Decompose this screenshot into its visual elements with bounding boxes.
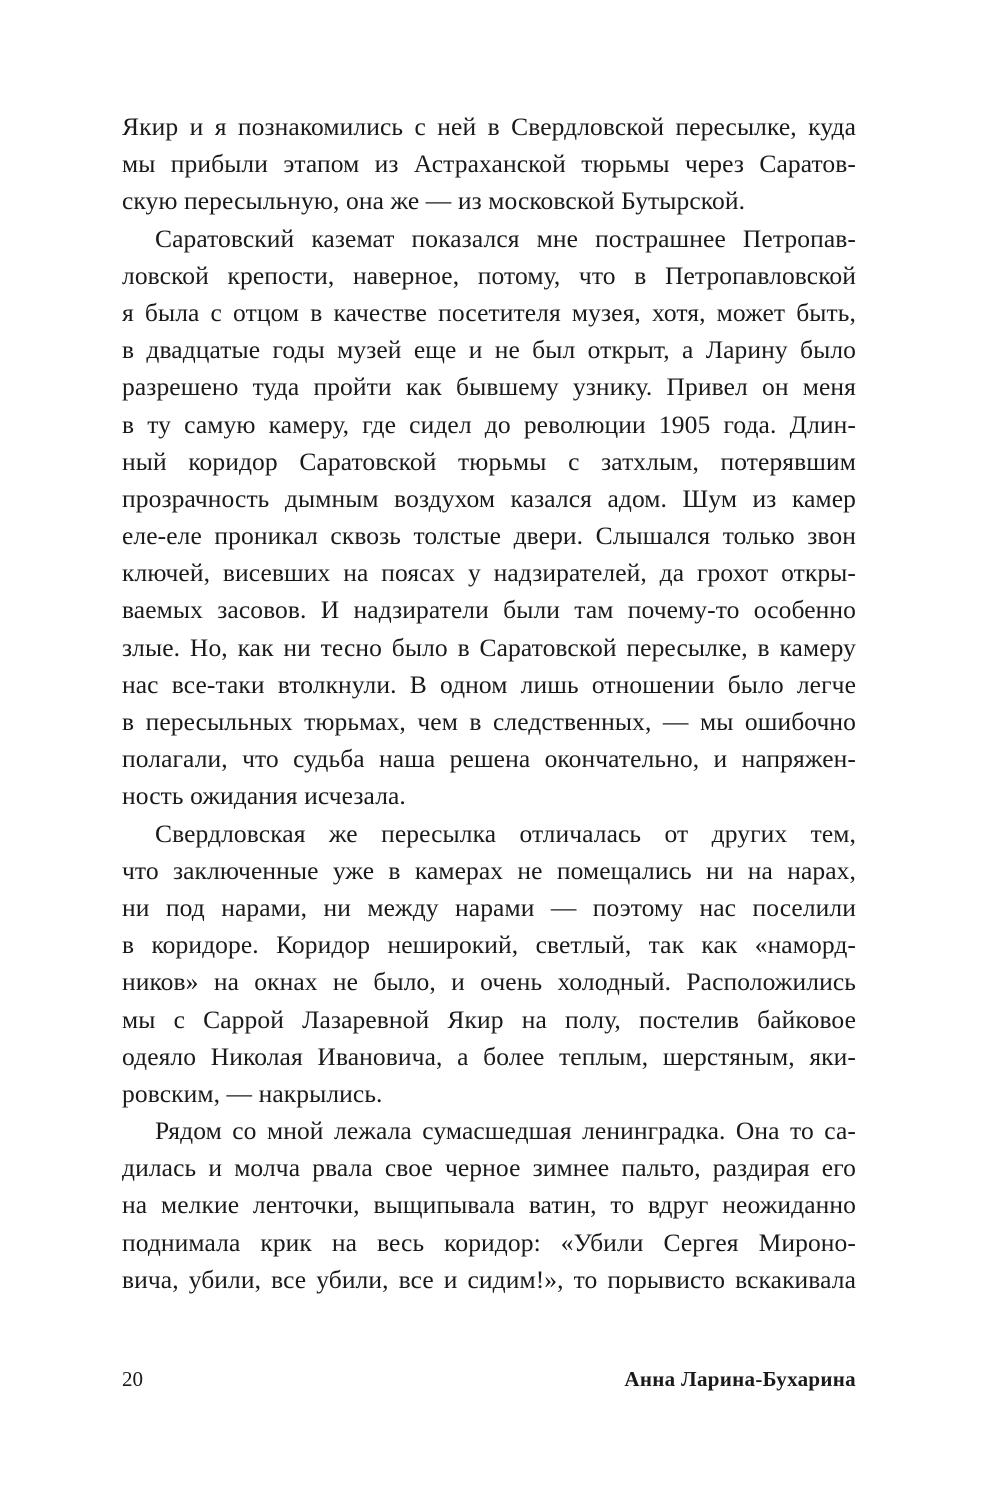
text-line: Рядом со мной лежала сумасшедшая ленинградка. Она то са-	[155, 1116, 856, 1146]
text-line: мы прибыли этапом из Астраханской тюрьмы через Саратов-	[122, 149, 856, 179]
text-line: в коридоре. Коридор неширокий, светлый, так как «наморд-	[122, 930, 856, 960]
page-number: 20	[122, 1367, 143, 1391]
text-line: нас все-таки втолкнули. В одном лишь отношении было легче	[122, 669, 856, 699]
text-line: еле-еле проникал сквозь толстые двери. Слышался только звон	[122, 521, 856, 551]
text-line: вича, убили, все убили, все и сидим!», то порывисто вскакивала	[122, 1264, 856, 1294]
text-line: дилась и молча рвала свое черное зимнее пальто, раздирая его	[122, 1153, 856, 1183]
text-line: я была с отцом в качестве посетителя музея, хотя, может быть,	[122, 297, 856, 327]
body-text	[122, 108, 856, 1298]
text-line: ровским, — накрылись.	[122, 1078, 383, 1108]
text-line: на мелкие ленточки, выщипывала ватин, то вдруг неожиданно	[122, 1190, 856, 1220]
text-line: скую пересыльную, она же — из московской Бутырской.	[122, 186, 746, 216]
text-line: Свердловская же пересылка отличалась от других тем,	[155, 818, 856, 848]
text-line: ловской крепости, наверное, потому, что в Петропавловской	[122, 260, 856, 290]
text-line: ключей, висевших на поясах у надзирателей, да грохот откры-	[122, 558, 856, 588]
text-line: разрешено туда пройти как бывшему узнику. Привел он меня	[122, 372, 856, 402]
text-line: ность ожидания исчезала.	[122, 781, 406, 811]
text-line: одеяло Николая Ивановича, а более теплым, шерстяным, яки-	[122, 1041, 856, 1071]
text-line: мы с Саррой Лазаревной Якир на полу, постелив байковое	[122, 1004, 856, 1034]
text-line: что заключенные уже в камерах не помещались ни на нарах,	[122, 855, 856, 885]
text-line: в пересыльных тюрьмах, чем в следственных, — мы ошибочно	[122, 707, 856, 736]
text-line: ный коридор Саратовской тюрьмы с затхлым, потерявшим	[122, 446, 856, 476]
text-line: ников» на окнах не было, и очень холодный. Расположились	[122, 967, 856, 997]
text-line: полагали, что судьба наша решена окончательно, и напряжен-	[122, 744, 856, 774]
text-line: Якир и я познакомились с ней в Свердловской пересылке, куда	[122, 112, 856, 141]
running-footer-author: Анна Ларина-Бухарина	[624, 1367, 856, 1391]
text-line: в двадцатые годы музей еще и не был открыт, а Ларину было	[122, 335, 856, 365]
text-line: в ту самую камеру, где сидел до революции 1905 года. Длин-	[122, 409, 856, 439]
text-line: поднимала крик на весь коридор: «Убили Сергея Мироно-	[122, 1227, 856, 1257]
page-footer	[122, 1364, 856, 1394]
text-line: злые. Но, как ни тесно было в Саратовской пересылке, в камеру	[122, 632, 856, 662]
text-line: Саратовский каземат показался мне пострашнее Петропав-	[155, 223, 856, 253]
text-line: прозрачность дымным воздухом казался адом. Шум из камер	[122, 483, 856, 513]
text-line: ни под нарами, ни между нарами — поэтому нас поселили	[122, 892, 856, 922]
text-line: ваемых засовов. И надзиратели были там почему-то особенно	[122, 595, 856, 625]
